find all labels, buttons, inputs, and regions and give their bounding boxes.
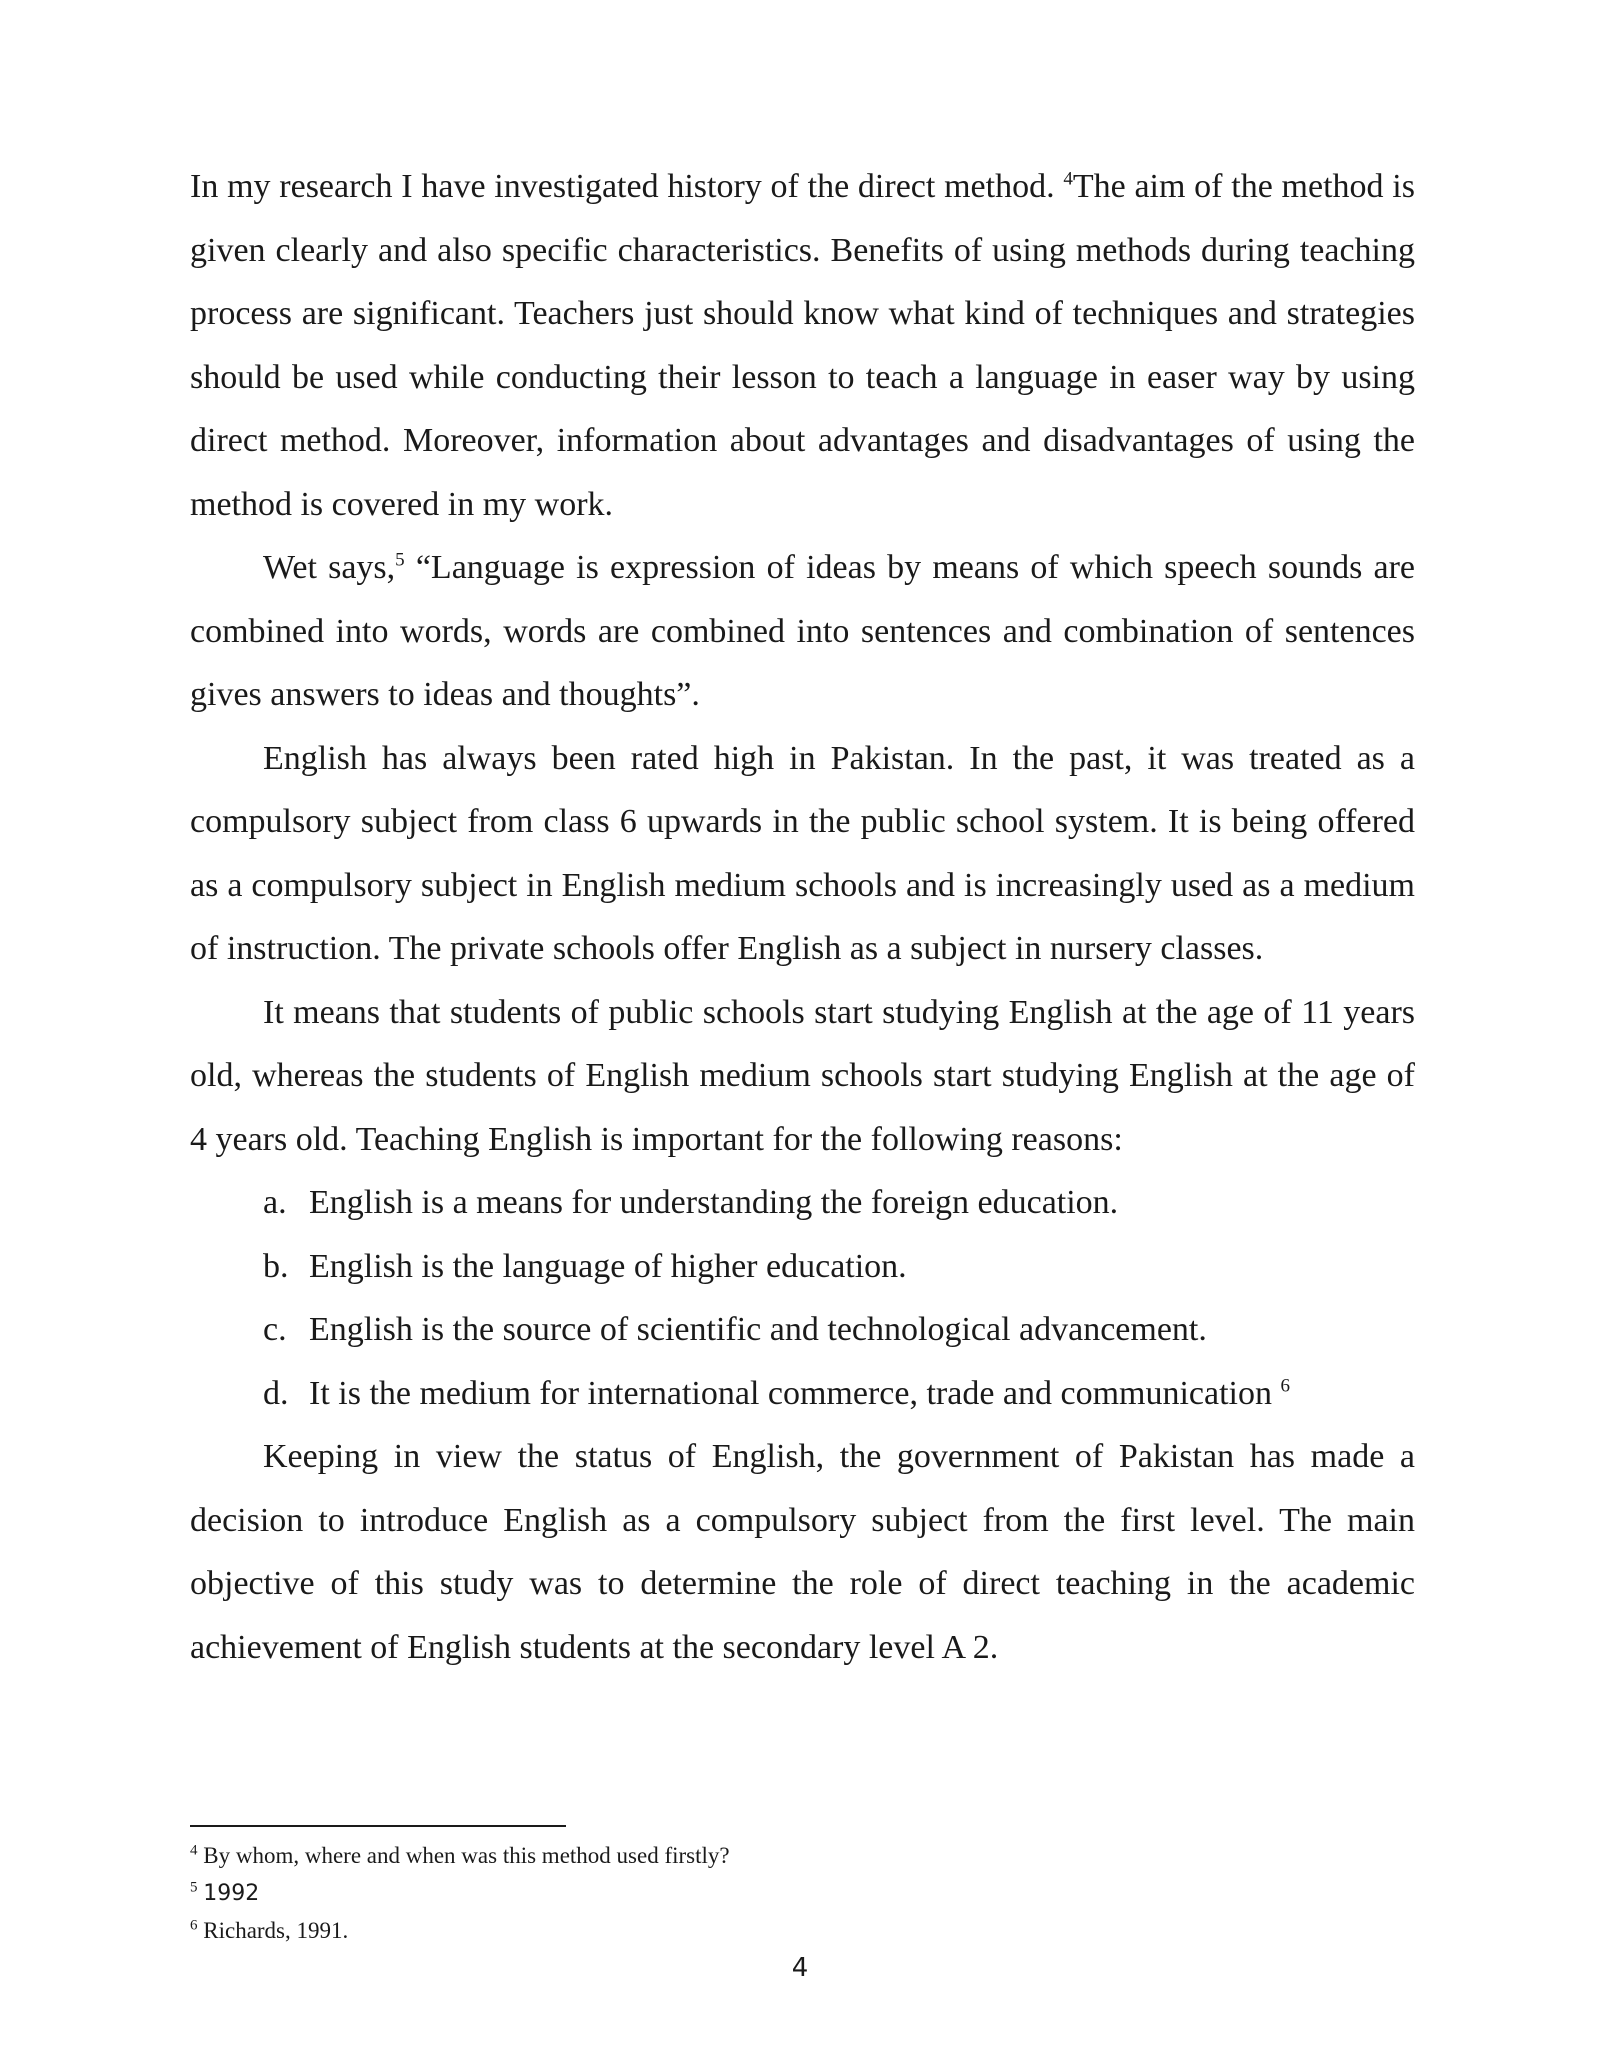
paragraph-government-decision: Keeping in view the status of English, the government of Pakistan has made a decision to introduce English as a compulsory subject from the first level. The main objective of this study was to determine the role of direct teaching in the academic achievement of English students at the secondary level A 2. bbox=[190, 1438, 1415, 1666]
list-marker: a. bbox=[263, 1184, 287, 1221]
footnote-number: 6 bbox=[190, 1917, 198, 1934]
list-item-text: English is a means for understanding the foreign education. bbox=[309, 1184, 1119, 1221]
footnote-separator bbox=[190, 1825, 566, 1827]
list-item bbox=[190, 1235, 1415, 1299]
paragraph-starting-age: It means that students of public schools start studying English at the age of 11 years old, whereas the students of English medium schools start studying English at the age of 4 years old. Teaching English is important for the following reasons: bbox=[190, 993, 1415, 1158]
footnote-5 bbox=[190, 1874, 1415, 1912]
footnote-ref-5: 5 bbox=[395, 549, 405, 571]
footnote-number: 5 bbox=[190, 1879, 198, 1896]
footnote-4 bbox=[190, 1837, 1415, 1874]
body-text bbox=[190, 155, 1415, 1679]
footnote-ref-4: 4 bbox=[1063, 168, 1073, 190]
footnote-ref-6: 6 bbox=[1280, 1375, 1291, 1397]
paragraph-text: The aim of the method is given clearly and also specific characteristics. Benefits of using methods during teaching process are significant. Teachers just should know what kind of techniques and strategies should be used while conducting their lesson to teach a language in easer way by using direct method. Moreover, information about advantages and disadvantages of using the method is covered in my work. bbox=[190, 168, 1415, 523]
list-item-text: English is the language of higher education. bbox=[309, 1247, 907, 1285]
list-marker: b. bbox=[263, 1247, 289, 1285]
paragraph-text: “Language is expression of ideas by means of which speech sounds are combined into words, words are combined into sentences and combination of sentences gives answers to ideas and thoughts”. bbox=[190, 549, 1415, 713]
paragraph-english-in-pakistan: English has always been rated high in Pakistan. In the past, it was treated as a compulsory subject from class 6 upwards in the public school system. It is being offered as a compulsory subject in English medium schools and is increasingly used as a medium of instruction. The private schools offer English as a subject in nursery classes. bbox=[190, 739, 1415, 967]
footnote-text: Richards, 1991. bbox=[203, 1918, 349, 1943]
list-marker: c. bbox=[263, 1311, 287, 1348]
footnote-number: 4 bbox=[190, 1842, 198, 1859]
paragraph-text: Wet says, bbox=[263, 549, 396, 586]
footnote-6 bbox=[190, 1912, 1415, 1949]
list-marker: d. bbox=[263, 1374, 289, 1412]
paragraph-wet-quote bbox=[190, 536, 1415, 727]
paragraph-direct-method bbox=[190, 155, 1415, 536]
list-item-text: It is the medium for international commerce, trade and communication bbox=[309, 1374, 1281, 1412]
paragraph-text: In my research I have investigated history of the direct method. bbox=[190, 168, 1064, 205]
footnote-text: By whom, where and when was this method used firstly? bbox=[203, 1843, 730, 1868]
list-item bbox=[190, 1298, 1415, 1362]
footnotes bbox=[190, 1837, 1415, 1949]
list-item-text: English is the source of scientific and technological advancement. bbox=[309, 1311, 1207, 1348]
page-number: 4 bbox=[791, 1953, 809, 1983]
reasons-list bbox=[190, 1171, 1415, 1425]
footnote-text: 1992 bbox=[203, 1881, 260, 1906]
list-item bbox=[190, 1171, 1415, 1235]
list-item bbox=[190, 1362, 1415, 1426]
